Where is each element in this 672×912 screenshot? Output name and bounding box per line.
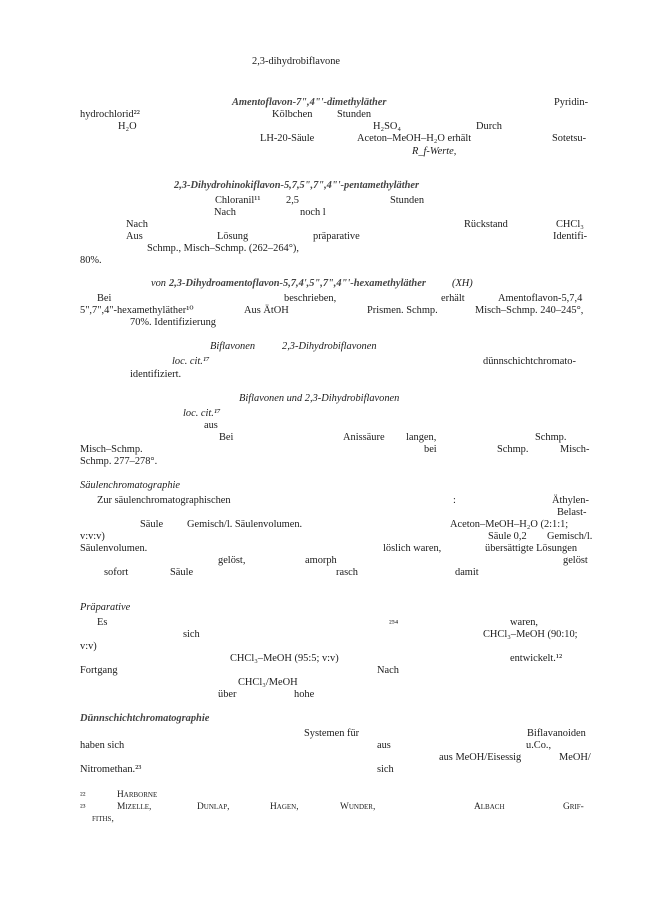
text-damit: damit — [455, 567, 479, 578]
text-aus-2: aus — [204, 420, 218, 431]
text-biflavonen: Biflavonen — [210, 341, 256, 352]
text-eluent: Aceton–MeOH–H₂O erhält — [357, 133, 472, 144]
text-sofort: sofort — [104, 567, 129, 578]
text-praeparative: präparative — [313, 231, 360, 242]
text-amorph: amorph — [305, 555, 337, 566]
text-bei-2: Bei — [219, 432, 234, 443]
footnote-dunlap: Dunlap, — [197, 802, 230, 812]
text-saeule-02: Säule 0,2 — [488, 531, 527, 542]
footnote-grif: Grif- — [563, 802, 584, 812]
text-prismen-schmp: Prismen. Schmp. — [367, 305, 438, 316]
text-dihydrobiflavonen: 2,3-Dihydrobiflavonen — [282, 341, 377, 352]
text-sich-2: sich — [377, 764, 394, 775]
text-systemen: Systemen für — [304, 728, 360, 739]
text-num-254: ²⁵⁴ — [389, 618, 399, 628]
text-schmp-277: Schmp. 277–278°. — [80, 456, 158, 467]
text-haben-sich: haben sich — [80, 740, 125, 751]
section-heading-xh: (XH) — [452, 278, 473, 289]
text-uco: u.Co., — [526, 740, 552, 751]
text-misch-3: Misch- — [560, 444, 590, 455]
text-identifi: Identifi- — [553, 231, 588, 242]
text-biflavanoiden: Biflavanoiden — [527, 728, 586, 739]
section-heading-duennschichtchromatographie: Dünnschichtchromatographie — [80, 713, 210, 724]
text-bei-3: bei — [424, 444, 437, 455]
text-rueckstand: Rückstand — [464, 219, 508, 230]
text-hohe: hohe — [294, 689, 315, 700]
text-saeule-2: Säule — [170, 567, 194, 578]
text-colon: : — [453, 495, 456, 506]
footnote-number-23: ²³ — [80, 802, 86, 812]
text-hexamethylaether: 5",7",4"-hexamethyläther¹⁰ — [80, 305, 194, 316]
text-entwickelt: entwickelt.¹² — [510, 653, 563, 664]
text-identifizierung: 70%. Identifizierung — [130, 317, 216, 328]
text-schmp-3: Schmp. — [535, 432, 567, 443]
footnote-fiths: fiths, — [92, 814, 114, 824]
text-ueber: über — [218, 689, 237, 700]
text-aus-3: aus — [377, 740, 391, 751]
text-schmp-4: Schmp. — [497, 444, 529, 455]
text-amentoflavon: Amentoflavon-5,7,4 — [498, 293, 583, 304]
text-gemisch-2: Gemisch/l. — [547, 531, 593, 542]
footnote-wunder: Wunder, — [340, 802, 376, 812]
text-aus: Aus — [126, 231, 143, 242]
text-loeslich: löslich waren, — [383, 543, 442, 554]
section-heading-amentoflavon-dimethylaether: Amentoflavon-7",4"'-dimethyläther — [232, 97, 387, 108]
text-chcl3-meoh-2: CHCl₃/MeOH — [238, 677, 298, 688]
text-misch-schmp-2: Misch–Schmp. — [80, 444, 143, 455]
text-chcl3-meoh: CHCl₃–MeOH (90:10; — [483, 629, 578, 640]
text-aceton: Aceton–MeOH–H₂O (2:1:1; — [450, 519, 569, 530]
text-belast: Belast- — [557, 507, 587, 518]
section-heading-biflavonen-und-dihydro: Biflavonen und 2,3-Dihydrobiflavonen — [239, 393, 400, 404]
text-uebersaettigte: übersättigte Lösungen — [485, 543, 578, 554]
text-rasch: rasch — [336, 567, 358, 578]
text-geloest: gelöst, — [218, 555, 246, 566]
text-duennschichtchromato: dünnschichtchromato- — [483, 356, 576, 367]
footnote-mizelle: Mizelle, — [117, 802, 152, 812]
text-loc-cit-2: loc. cit.¹⁷ — [183, 408, 221, 419]
footnote-harborne: Harborne — [117, 790, 158, 800]
text-loesung: Lösung — [217, 231, 249, 242]
footnote-number-22: ²² — [80, 790, 86, 800]
text-chcl3: CHCl₃ — [556, 219, 584, 230]
text-fortgang: Fortgang — [80, 665, 118, 676]
text-misch-schmp: Misch–Schmp. 240–245°, — [475, 305, 584, 316]
text-waren: waren, — [510, 617, 538, 628]
text-sich: sich — [183, 629, 200, 640]
text-stunden-2: Stunden — [390, 195, 425, 206]
footnote-hagen: Hagen, — [270, 802, 299, 812]
text-value-2-5: 2,5 — [286, 195, 299, 206]
text-chcl3-meoh-95: CHCl₃–MeOH (95:5; v:v) — [230, 653, 339, 664]
text-langen: langen, — [406, 432, 437, 443]
text-vv: v:v) — [80, 641, 97, 652]
text-vvv: v:v:v) — [80, 531, 105, 542]
text-aus-atoh: Aus ÄtOH — [244, 305, 289, 316]
text-durch: Durch — [476, 121, 502, 132]
text-aethylen: Äthylen- — [552, 495, 589, 506]
text-saeule: Säule — [140, 519, 164, 530]
section-heading-praeparative: Präparative — [80, 602, 131, 613]
footnote-albach: Albach — [474, 802, 505, 812]
text-sotetsu: Sotetsu- — [552, 133, 587, 144]
text-nach-1: Nach — [214, 207, 236, 218]
text-schmp-misch: Schmp., Misch–Schmp. (262–264°), — [147, 243, 299, 254]
text-meoh-eisessig: aus MeOH/Eisessig — [439, 752, 522, 763]
text-identifiziert: identifiziert. — [130, 369, 182, 380]
text-meoh: MeOH/ — [559, 752, 591, 763]
text-nach: Nach — [377, 665, 399, 676]
text-gemisch: Gemisch/l. Säulenvolumen. — [187, 519, 303, 530]
text-zur: Zur säulenchromatographischen — [97, 495, 231, 506]
text-nach-2: Nach — [126, 219, 148, 230]
text-h2so4: H₂SO₄ — [373, 121, 402, 132]
section-heading-saeulenchromatographie: Säulenchromatographie — [80, 480, 181, 491]
text-erhaelt: erhält — [441, 293, 465, 304]
text-percent-80: 80%. — [80, 255, 102, 266]
text-anissaeure: Anissäure — [343, 432, 385, 443]
text-koelbchen: Kölbchen — [272, 109, 313, 120]
text-pyridin: Pyridin- — [554, 97, 589, 108]
text-lh20-saeule: LH-20-Säule — [260, 133, 315, 144]
text-hydrochlorid: hydrochlorid²² — [80, 109, 140, 120]
text-saeulenvolumen: Säulenvolumen. — [80, 543, 148, 554]
running-head: 2,3-dihydrobiflavone — [252, 56, 341, 67]
section-heading-dihydroamentoflavon: 2,3-Dihydroamentoflavon-5,7,4',5",7",4"'-hexamethyläther — [169, 278, 426, 289]
text-es: Es — [97, 617, 108, 628]
text-bei: Bei — [97, 293, 112, 304]
text-loc-cit: loc. cit.¹⁷ — [172, 356, 210, 367]
text-nitromethan: Nitromethan.²³ — [80, 764, 142, 775]
section-heading-prefix: von — [151, 278, 167, 289]
text-chloranil: Chloranil¹¹ — [215, 195, 261, 206]
text-rf-werte: R_f-Werte, — [412, 146, 457, 157]
text-beschrieben: beschrieben, — [284, 293, 337, 304]
text-geloest-2: gelöst — [563, 555, 588, 566]
text-noch: noch l — [300, 207, 326, 218]
section-heading-dihydrohinokiflavon: 2,3-Dihydrohinokiflavon-5,7,5",7",4"'-pentamethyläther — [174, 180, 420, 191]
text-stunden: Stunden — [337, 109, 372, 120]
text-h2o: H₂O — [118, 121, 137, 132]
